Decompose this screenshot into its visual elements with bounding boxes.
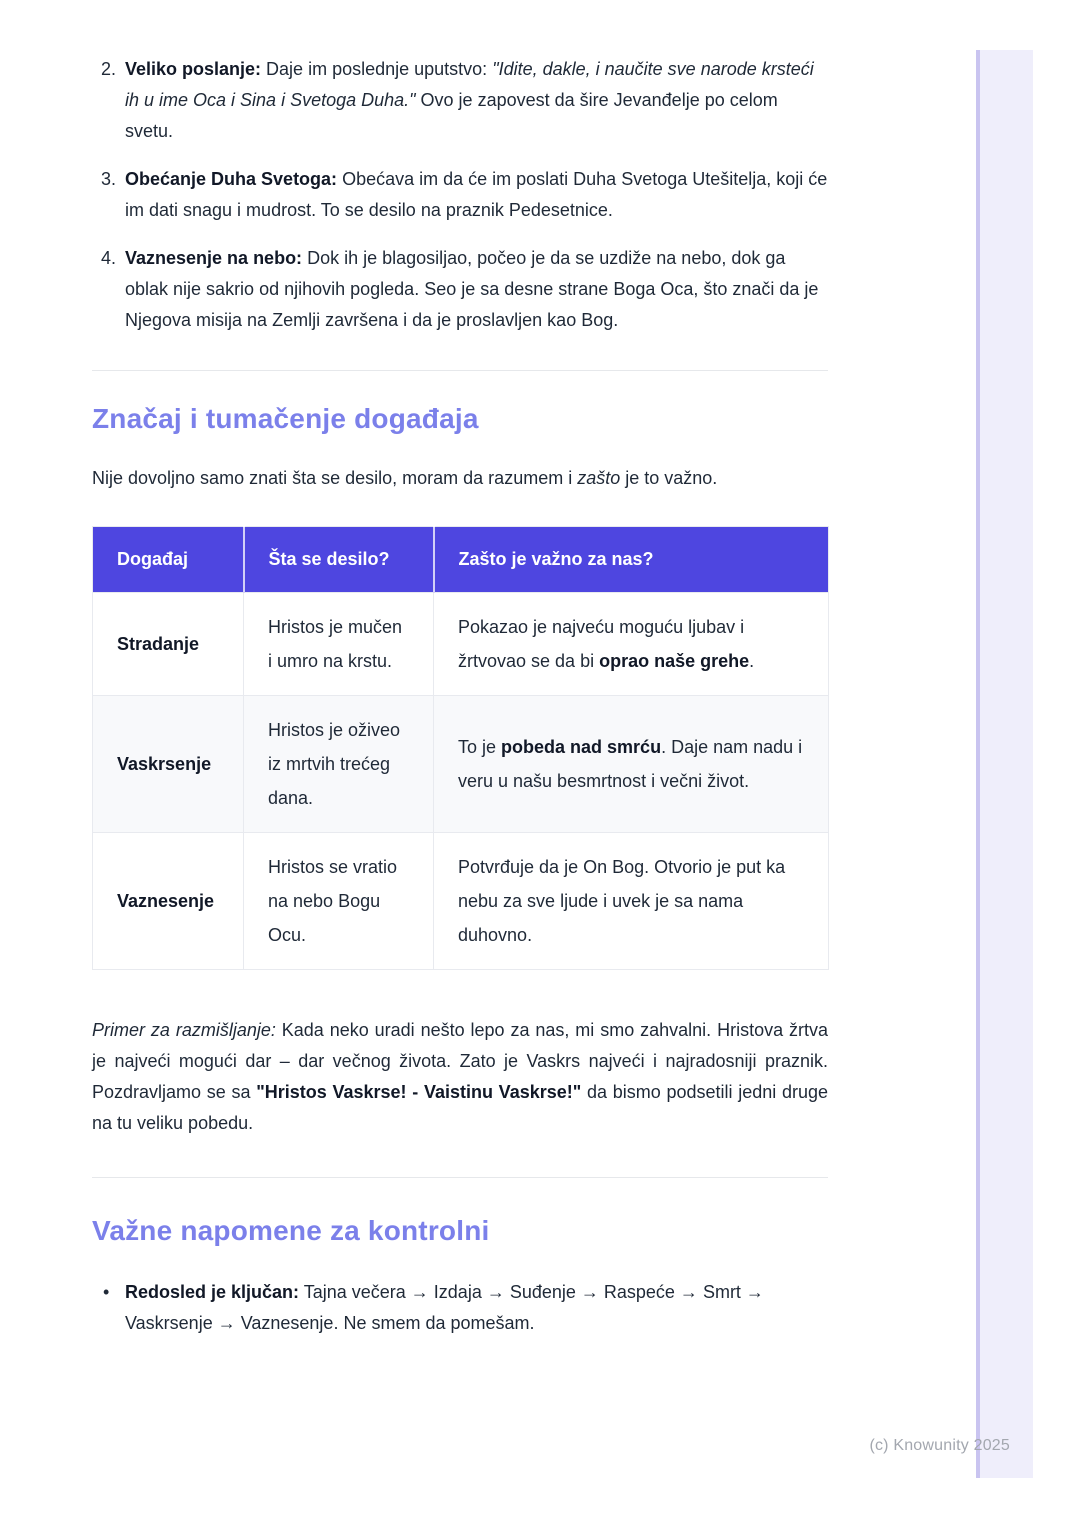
list-item (92, 164, 828, 226)
intro-paragraph: Nije dovoljno samo znati šta se desilo, moram da razumem i zašto je to važno. (92, 468, 718, 488)
section-title-significance: Značaj i tumačenje događaja (92, 403, 479, 434)
event-cell: Stradanje (93, 593, 244, 696)
header-cell-event: Događaj (93, 527, 244, 593)
what-cell: Hristos je oživeo iz mrtvih trećeg dana. (244, 696, 434, 833)
header-cell-what: Šta se desilo? (244, 527, 434, 593)
what-cell: Hristos se vratio na nebo Bogu Ocu. (244, 833, 434, 970)
list-item-number: 4. (101, 248, 117, 268)
table-header-row (93, 527, 829, 593)
why-cell: To je pobeda nad smrću. Daje nam nadu i veru u našu besmrtnost i večni život. (434, 696, 829, 833)
list-item-number: 3. (101, 169, 117, 189)
event-cell: Vaznesenje (93, 833, 244, 970)
table-row (93, 696, 829, 833)
list-item (92, 54, 828, 147)
page-content (92, 54, 828, 1339)
why-cell: Potvrđuje da je On Bog. Otvorio je put ka nebu za sve ljude i uvek je sa nama duhovno. (434, 833, 829, 970)
event-cell: Vaskrsenje (93, 696, 244, 833)
list-item (92, 243, 828, 336)
bullet-text: Redosled je ključan: Tajna večera → Izdaja → Suđenje → Raspeće → Smrt → Vaskrsenje → Vaznesenje. Ne smem da pomešam. (125, 1282, 764, 1333)
list-item-number: 2. (101, 59, 117, 79)
list-item-text: Vaznesenje na nebo: Dok ih je blagosiljao, počeo je da se uzdiže na nebo, dok ga oblak nije sakrio od njihovih pogleda. Seo je sa desne strane Boga Oca, što znači da je Njegova misija na Zemlji završena i da je proslavljen kao Bog. (125, 248, 819, 330)
events-table (92, 526, 829, 970)
table-row (93, 593, 829, 696)
table-row (93, 833, 829, 970)
header-cell-why: Zašto je važno za nas? (434, 527, 829, 593)
bullet-marker: • (103, 1282, 110, 1302)
what-cell: Hristos je mučen i umro na krstu. (244, 593, 434, 696)
section-divider (92, 370, 828, 371)
bullet-item (92, 1277, 828, 1339)
section-divider (92, 1177, 828, 1178)
section-title-notes: Važne napomene za kontrolni (92, 1215, 490, 1246)
attribution-watermark: (c) Knowunity 2025 (869, 1437, 1010, 1454)
list-item-text: Obećanje Duha Svetoga: Obećava im da će im poslati Duha Svetoga Utešitelja, koji će im dati snagu i mudrost. To se desilo na praznik Pedesetnice. (125, 169, 828, 220)
why-cell: Pokazao je najveću moguću ljubav i žrtvovao se da bi oprao naše grehe. (434, 593, 829, 696)
next-page-edge-strip (976, 50, 1033, 1478)
reflection-paragraph: Primer za razmišljanje: Kada neko uradi nešto lepo za nas, mi smo zahvalni. Hristova žrtva je najveći mogući dar – dar večnog života. Zato je Vaskrs najveći i najradosniji praznik. Pozdravljamo se sa "Hristos Vaskrse! - Vaistinu Vaskrse!" da bismo podsetili jedni druge na tu veliku pobedu. (92, 1020, 828, 1133)
list-item-text: Veliko poslanje: Daje im poslednje uputstvo: "Idite, dakle, i naučite sve narode krsteći ih u ime Oca i Sina i Svetoga Duha." Ovo je zapovest da šire Jevanđelje po celom svetu. (125, 59, 814, 141)
